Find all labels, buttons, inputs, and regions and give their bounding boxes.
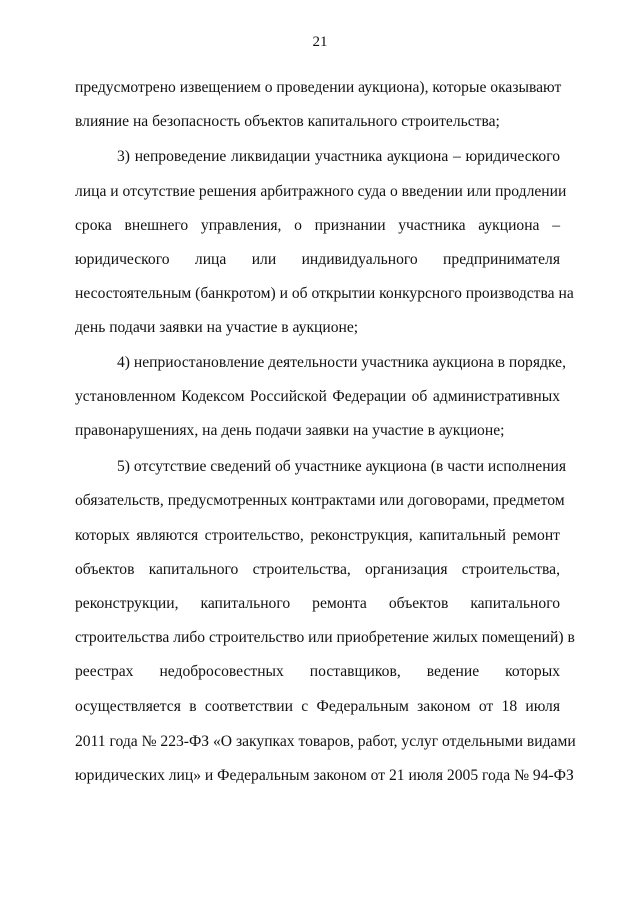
text-line: день подачи заявки на участие в аукционе; <box>75 319 359 336</box>
text-line: 4) неприостановление деятельности участника аукциона в порядке, <box>117 354 566 371</box>
text-line: строительства либо строительство или приобретение жилых помещений) в <box>75 629 575 646</box>
text-line: обязательств, предусмотренных контрактами или договорами, предметом <box>75 492 565 509</box>
text-line: которых являются строительство, реконструкция, капитальный ремонт <box>75 527 560 544</box>
text-line: предусмотрено извещением о проведении аукциона), которые оказывают <box>75 79 562 96</box>
text-line: влияние на безопасность объектов капитального строительства; <box>75 113 500 130</box>
text-line: реестрах недобросовестных поставщиков, ведение которых <box>75 663 560 680</box>
text-line: реконструкции, капитального ремонта объектов капитального <box>75 595 560 612</box>
text-line: лица и отсутствие решения арбитражного суда о введении или продлении <box>75 183 567 200</box>
text-line: 3) непроведение ликвидации участника аукциона – юридического <box>117 148 560 165</box>
text-line: юридических лиц» и Федеральным законом от 21 июля 2005 года № 94-ФЗ <box>75 767 574 784</box>
text-line: 5) отсутствие сведений об участнике аукциона (в части исполнения <box>117 458 567 475</box>
text-line: установленном Кодексом Российской Федерации об административных <box>75 388 560 405</box>
text-line: 2011 года № 223-ФЗ «О закупках товаров, работ, услуг отдельными видами <box>75 733 576 750</box>
text-line: объектов капитального строительства, организация строительства, <box>75 561 560 578</box>
text-line: несостоятельным (банкротом) и об открытии конкурсного производства на <box>75 285 574 302</box>
page-number: 21 <box>312 34 328 50</box>
text-line: осуществляется в соответствии с Федеральным законом от 18 июля <box>75 698 560 715</box>
text-line: срока внешнего управления, о признании участника аукциона – <box>75 217 560 234</box>
text-line: юридического лица или индивидуального предпринимателя <box>75 251 560 268</box>
text-line: правонарушениях, на день подачи заявки на участие в аукционе; <box>75 422 505 439</box>
